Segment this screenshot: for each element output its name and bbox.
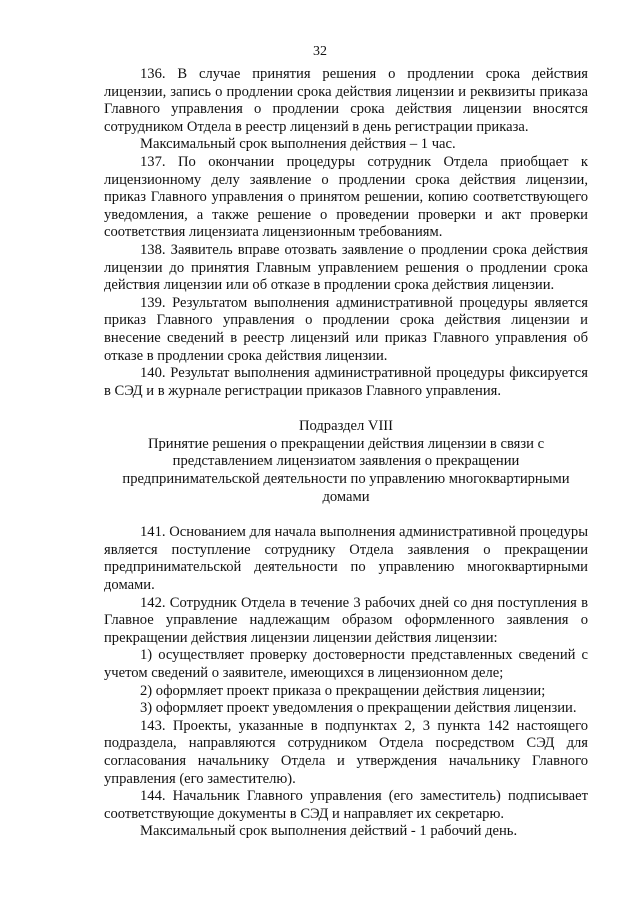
- document-body: [104, 66, 588, 841]
- paragraph-142-item-1: 1) осуществляет проверку достоверности представленных сведений с учетом сведений о заявителе, имеющихся в лицензионном деле;: [104, 647, 588, 681]
- page-number: 32: [313, 44, 327, 59]
- section-gap: [104, 506, 588, 524]
- paragraph-137: 137. По окончании процедуры сотрудник Отдела приобщает к лицензионному делу заявление о продлении срока действия лицензии, приказ Главного управления о принятом решении, копию соответствующего уведомления, а также решение о проведении проверки и акт проверки соответствия лицензиата лицензионным требованиям.: [104, 153, 588, 241]
- paragraph-140: 140. Результат выполнения административной процедуры фиксируется в СЭД и в журнале регистрации приказов Главного управления.: [104, 365, 588, 399]
- paragraph-144-time-limit: Максимальный срок выполнения действий - 1 рабочий день.: [140, 823, 518, 840]
- subsection-number: Подраздел VIII: [298, 418, 394, 435]
- paragraph-143: 143. Проекты, указанные в подпунктах 2, 3 пункта 142 настоящего подраздела, направляются сотрудником Отдела посредством СЭД для согласования начальнику Отдела и утверждения начальнику Главного управления (его заместителю).: [104, 717, 588, 787]
- paragraph-138: 138. Заявитель вправе отозвать заявление о продлении срока действия лицензии до принятия Главным управлением решения о продлении срока действия лицензии или об отказе в продлении срока действия лицензии.: [104, 241, 588, 294]
- paragraph-144: 144. Начальник Главного управления (его заместитель) подписывает соответствующие документы в СЭД и направляет их секретарю.: [104, 788, 588, 822]
- paragraph-141: 141. Основанием для начала выполнения административной процедуры является поступление сотруднику Отдела заявления о прекращении предпринимательской деятельности по управлению многоквартирными домами.: [104, 524, 588, 594]
- subsection-heading: [104, 418, 588, 506]
- paragraph-142: 142. Сотрудник Отдела в течение 3 рабочих дней со дня поступления в Главное управление надлежащим образом оформленного заявления о прекращении действия лицензии лицензии действия лицензии:: [104, 594, 588, 646]
- paragraph-136-time-limit: Максимальный срок выполнения действия – 1 час.: [140, 136, 456, 153]
- subsection-title: Принятие решения о прекращении действия лицензии в связи с представлением лицензиатом заявления о прекращении предпринимательской деятельности по управлению многоквартирными домами: [122, 435, 570, 505]
- paragraph-142-item-3: 3) оформляет проект уведомления о прекращении действия лицензии.: [140, 700, 577, 717]
- paragraph-136: 136. В случае принятия решения о продлении срока действия лицензии, запись о продлении срока действия лицензии и реквизиты приказа Главного управления о продлении срока действия лицензии вносятся сотрудником Отдела в реестр лицензий в день регистрации приказа.: [104, 66, 588, 135]
- paragraph-142-item-2: 2) оформляет проект приказа о прекращении действия лицензии;: [140, 682, 546, 699]
- paragraph-139: 139. Результатом выполнения административной процедуры является приказ Главного управления о продлении срока действия лицензии и внесение сведений в реестр лицензий или приказ Главного управления об отказе в продлении срока действия лицензии.: [104, 294, 588, 364]
